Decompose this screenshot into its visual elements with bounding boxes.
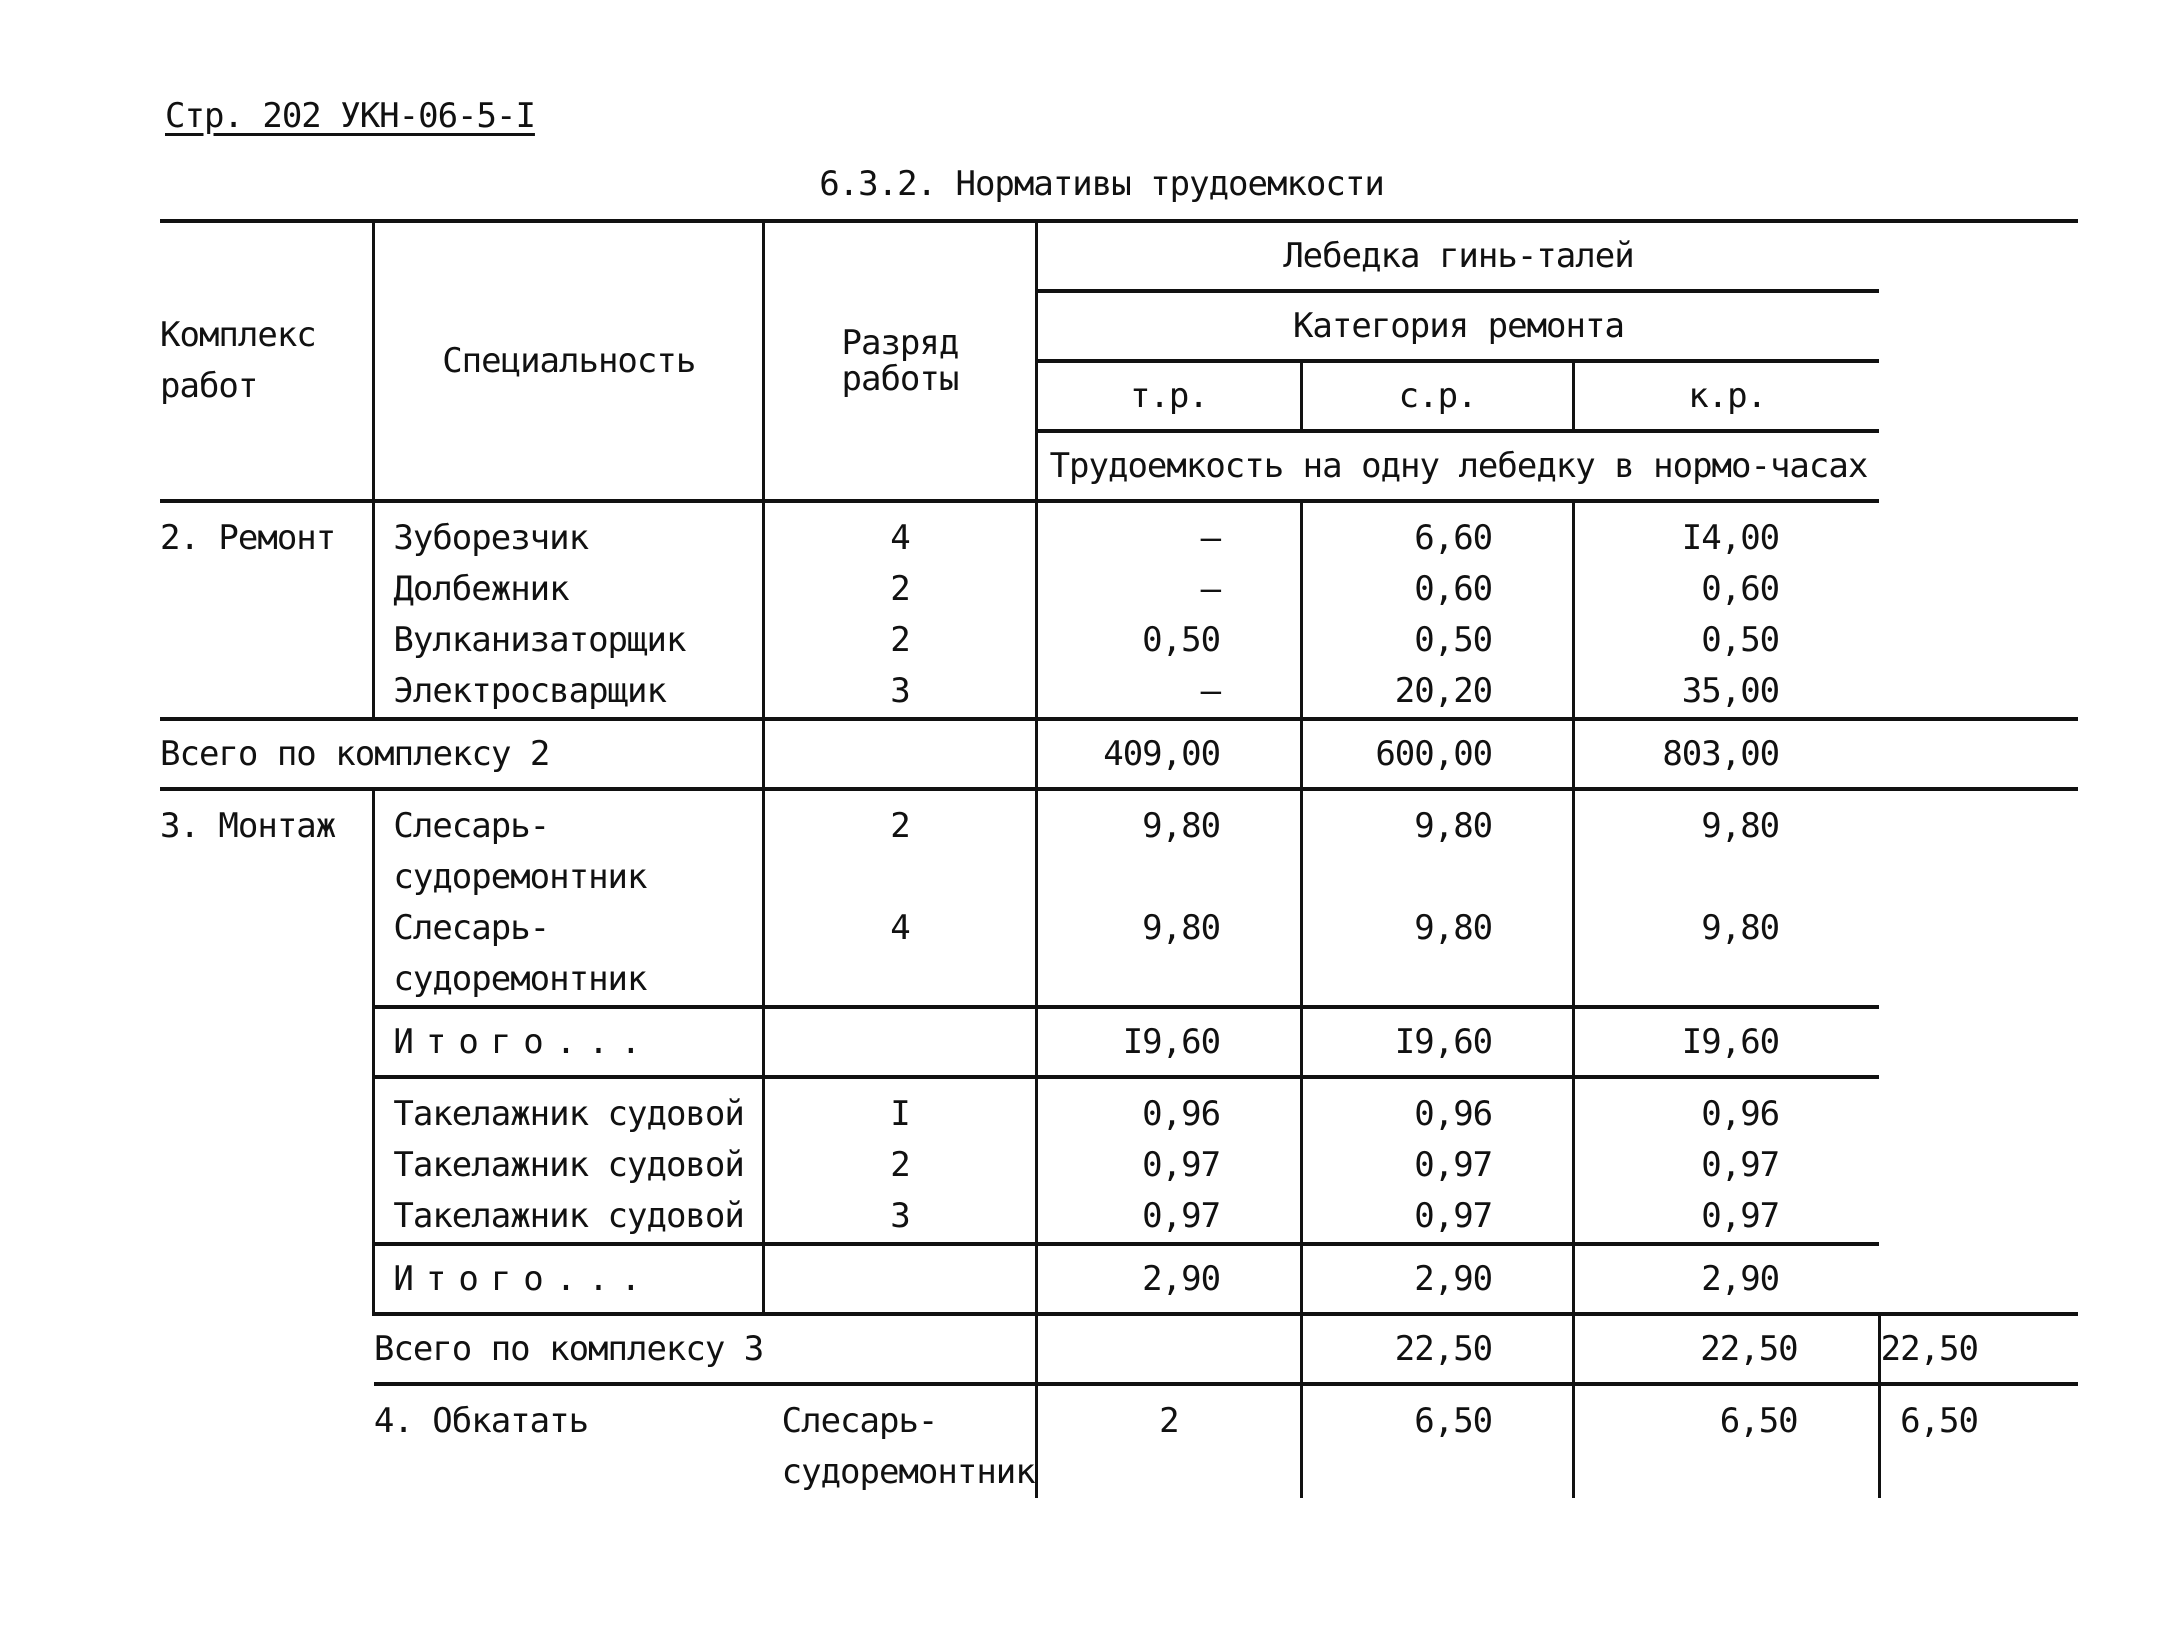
table-row: [160, 903, 2078, 1007]
value-tr: 6,50: [1302, 1384, 1574, 1498]
table-row: [160, 789, 2078, 903]
value-sr: 0,60: [1302, 564, 1574, 615]
value-kr: 35,00: [1574, 666, 1880, 719]
table-row: [160, 501, 2078, 564]
value-tr: –: [1036, 501, 1301, 564]
total-sr: 22,50: [1574, 1314, 1880, 1384]
grade-cell: 3: [764, 666, 1037, 719]
complex-montazh: 3. Монтаж: [160, 806, 336, 846]
header-cat-tr: т.р.: [1036, 361, 1301, 431]
specialty-cell: Слесарь-судоремонтник: [374, 789, 764, 903]
value-kr: 0,96: [1574, 1077, 1880, 1140]
subtotal-label: Итого...: [374, 1007, 764, 1077]
value-sr: 6,60: [1302, 501, 1574, 564]
subtotal-label: Итого...: [374, 1244, 764, 1314]
total-kr: 22,50: [1879, 1314, 2078, 1384]
grade-cell: 2: [764, 615, 1037, 666]
specialty-cell: Слесарь-судоремонтник: [374, 903, 764, 1007]
value-sr: 9,80: [1302, 789, 1574, 903]
subtotal-row: [160, 1244, 2078, 1314]
table-title: 6.3.2. Нормативы трудоемкости: [819, 164, 1384, 204]
total-sr: 600,00: [1302, 719, 1574, 789]
total-tr: 409,00: [1036, 719, 1301, 789]
value-tr: 9,80: [1036, 789, 1301, 903]
value-kr: 9,80: [1574, 789, 1880, 903]
total-grade-empty: [764, 719, 1037, 789]
header-group: Лебедка гинь-талей: [1036, 221, 1879, 291]
header-cat-sr: с.р.: [1302, 361, 1574, 431]
value-sr: 6,50: [1574, 1384, 1880, 1498]
subtotal-kr: I9,60: [1574, 1007, 1880, 1077]
specialty-cell: Долбежник: [374, 564, 764, 615]
specialty-cell: Зуборезчик: [374, 501, 764, 564]
total-label: Всего по комплексу 2: [160, 733, 550, 774]
header-unit: Трудоемкость на одну лебедку в нормо-часах: [1036, 431, 1879, 501]
total-row: [160, 1314, 2078, 1384]
subtotal-grade-empty: [764, 1244, 1037, 1314]
grade-cell: 2: [1036, 1384, 1301, 1498]
specialty-cell: Такелажник судовой: [374, 1077, 764, 1140]
total-grade-empty: [1036, 1314, 1301, 1384]
value-sr: 0,97: [1302, 1191, 1574, 1244]
grade-cell: 2: [764, 789, 1037, 903]
page-reference: Стр. 202 УКН-06-5-I: [165, 96, 535, 136]
grade-cell: 3: [764, 1191, 1037, 1244]
value-sr: 0,97: [1302, 1140, 1574, 1191]
norms-table-container: [160, 219, 2078, 1492]
value-sr: 9,80: [1302, 903, 1574, 1007]
value-tr: 0,50: [1036, 615, 1301, 666]
subtotal-sr: I9,60: [1302, 1007, 1574, 1077]
complex-remont: 2. Ремонт: [160, 518, 336, 558]
header-cat-kr: к.р.: [1574, 361, 1880, 431]
table-row: [160, 1077, 2078, 1140]
specialty-cell: Электросварщик: [374, 666, 764, 719]
subtotal-kr: 2,90: [1574, 1244, 1880, 1314]
subtotal-tr: I9,60: [1036, 1007, 1301, 1077]
value-sr: 20,20: [1302, 666, 1574, 719]
grade-cell: I: [764, 1077, 1037, 1140]
table-row: [160, 615, 2078, 666]
value-tr: 9,80: [1036, 903, 1301, 1007]
value-kr: 0,50: [1574, 615, 1880, 666]
specialty-cell: Вулканизаторщик: [374, 615, 764, 666]
table-row: [160, 564, 2078, 615]
subtotal-sr: 2,90: [1302, 1244, 1574, 1314]
header-category: Категория ремонта: [1036, 291, 1879, 361]
value-kr: 0,97: [1574, 1140, 1880, 1191]
specialty-cell: Слесарь-судоремонтник: [781, 1401, 1035, 1492]
total-kr: 803,00: [1574, 719, 1880, 789]
grade-cell: 4: [764, 903, 1037, 1007]
value-tr: –: [1036, 666, 1301, 719]
value-kr: 0,60: [1574, 564, 1880, 615]
total-tr: 22,50: [1302, 1314, 1574, 1384]
table-row: [160, 1384, 2078, 1498]
value-kr: I4,00: [1574, 501, 1880, 564]
value-kr: 6,50: [1879, 1384, 2078, 1498]
value-kr: 0,97: [1574, 1191, 1880, 1244]
value-sr: 0,50: [1302, 615, 1574, 666]
total-label: Всего по комплексу 3: [373, 1328, 764, 1369]
total-row: [160, 719, 2078, 789]
norms-table: [160, 219, 2078, 1498]
subtotal-grade-empty: [764, 1007, 1037, 1077]
table-row: [160, 1140, 2078, 1191]
table-row: [160, 1191, 2078, 1244]
complex-obkatat: 4. Обкатать: [373, 1401, 589, 1441]
value-tr: –: [1036, 564, 1301, 615]
grade-cell: 2: [764, 564, 1037, 615]
value-tr: 0,97: [1036, 1191, 1301, 1244]
subtotal-row: [160, 1007, 2078, 1077]
grade-cell: 2: [764, 1140, 1037, 1191]
value-tr: 0,97: [1036, 1140, 1301, 1191]
header-complex: Комплекс работ: [160, 221, 374, 501]
subtotal-tr: 2,90: [1036, 1244, 1301, 1314]
grade-cell: 4: [764, 501, 1037, 564]
value-kr: 9,80: [1574, 903, 1880, 1007]
specialty-cell: Такелажник судовой: [374, 1191, 764, 1244]
specialty-cell: Такелажник судовой: [374, 1140, 764, 1191]
header-grade: Разряд работы: [764, 221, 1037, 501]
header-specialty: Специальность: [374, 221, 764, 501]
value-tr: 0,96: [1036, 1077, 1301, 1140]
value-sr: 0,96: [1302, 1077, 1574, 1140]
table-row: [160, 666, 2078, 719]
